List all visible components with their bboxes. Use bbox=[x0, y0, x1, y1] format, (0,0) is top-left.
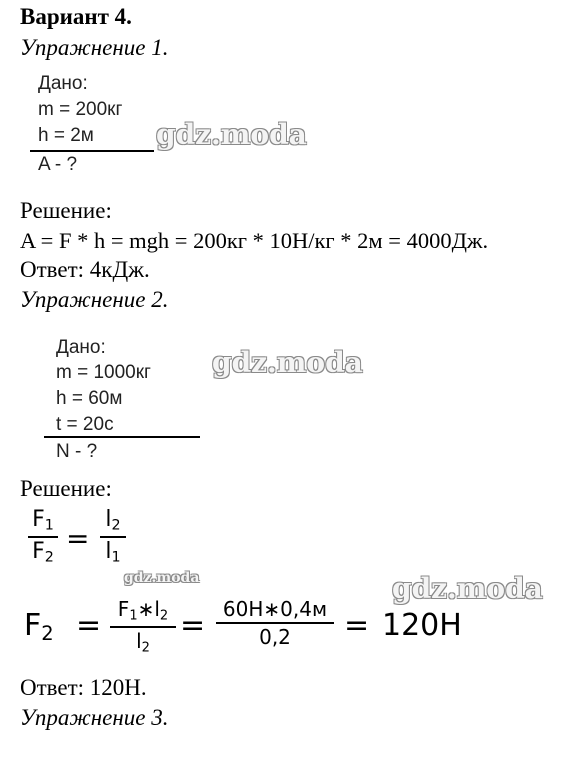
ex2-given-time: t = 20с bbox=[56, 414, 114, 435]
exercise-2-title: Упражнение 2. bbox=[20, 287, 169, 312]
formula2-l2-sub: 2 bbox=[159, 608, 169, 624]
fraction-bar bbox=[28, 536, 58, 538]
exercise-3-title: Упражнение 3. bbox=[20, 705, 169, 730]
ex2-find: N - ? bbox=[56, 441, 98, 462]
formula2-f1-sub: 1 bbox=[129, 608, 138, 624]
ex1-given-label: Дано: bbox=[38, 73, 88, 94]
formula2-multiply: ∗ bbox=[137, 597, 155, 621]
formula2-lhs-f: F bbox=[24, 608, 42, 643]
fraction-bar bbox=[216, 622, 334, 624]
ex2-given-height: h = 60м bbox=[56, 388, 123, 409]
formula2-equals-3: = bbox=[344, 608, 370, 643]
formula2-f1: F bbox=[117, 597, 130, 621]
formula2-equals-2: = bbox=[180, 608, 206, 643]
formula2-numeric-fraction bbox=[216, 598, 334, 648]
ex1-given-divider bbox=[30, 150, 154, 152]
ex2-given-mass: m = 1000кг bbox=[56, 362, 151, 383]
exercise-1-title: Упражнение 1. bbox=[20, 35, 169, 60]
variant-title: Вариант 4. bbox=[20, 4, 132, 29]
ex1-given-mass: m = 200кг bbox=[38, 99, 123, 120]
formula2-result: 120Н bbox=[382, 608, 462, 643]
ex2-given-label: Дано: bbox=[56, 337, 106, 358]
formula1-l1: l bbox=[105, 539, 112, 565]
formula2-numeric-den: 0,2 bbox=[259, 625, 291, 649]
formula1-l2: l bbox=[105, 507, 112, 532]
formula2-lhs-sub: 2 bbox=[41, 621, 54, 645]
ex2-given-divider bbox=[44, 436, 200, 438]
ex1-find: A - ? bbox=[38, 154, 78, 175]
formula1-equals: = bbox=[66, 522, 90, 555]
fraction-bar bbox=[110, 626, 176, 628]
watermark: gdz.moda bbox=[212, 346, 363, 379]
watermark: gdz.moda bbox=[392, 572, 543, 605]
formula1-f1-sub: 1 bbox=[44, 517, 54, 534]
formula1-f2-sub: 2 bbox=[44, 549, 54, 566]
formula2-den-sub: 2 bbox=[141, 639, 150, 655]
formula1-length-ratio bbox=[100, 508, 126, 567]
formula2-numeric-num: 60Н∗0,4м bbox=[222, 597, 328, 621]
formula1-l2-sub: 2 bbox=[111, 517, 121, 534]
ex1-solution-label: Решение: bbox=[20, 198, 112, 223]
watermark: gdz.moda bbox=[124, 570, 200, 586]
formula1-l1-sub: 1 bbox=[111, 549, 121, 566]
formula1-force-ratio bbox=[28, 508, 58, 567]
fraction-bar bbox=[100, 536, 126, 538]
ex2-answer: Ответ: 120Н. bbox=[20, 675, 147, 700]
watermark: gdz.moda bbox=[156, 118, 307, 151]
formula2-den-l: l bbox=[136, 628, 142, 653]
ex1-given-height: h = 2м bbox=[38, 125, 94, 146]
ex1-answer: Ответ: 4кДж. bbox=[20, 257, 150, 282]
ex1-solution-formula: A = F * h = mgh = 200кг * 10Н/кг * 2м = 4000Дж. bbox=[20, 228, 489, 253]
formula2-general-fraction bbox=[110, 598, 176, 655]
formula1-f1: F bbox=[32, 507, 45, 532]
formula2-equals-1: = bbox=[76, 608, 102, 643]
formula2-lhs bbox=[24, 608, 54, 645]
formula2-l2: l bbox=[154, 597, 160, 621]
formula1-f2: F bbox=[32, 539, 45, 565]
ex2-solution-label: Решение: bbox=[20, 476, 112, 501]
